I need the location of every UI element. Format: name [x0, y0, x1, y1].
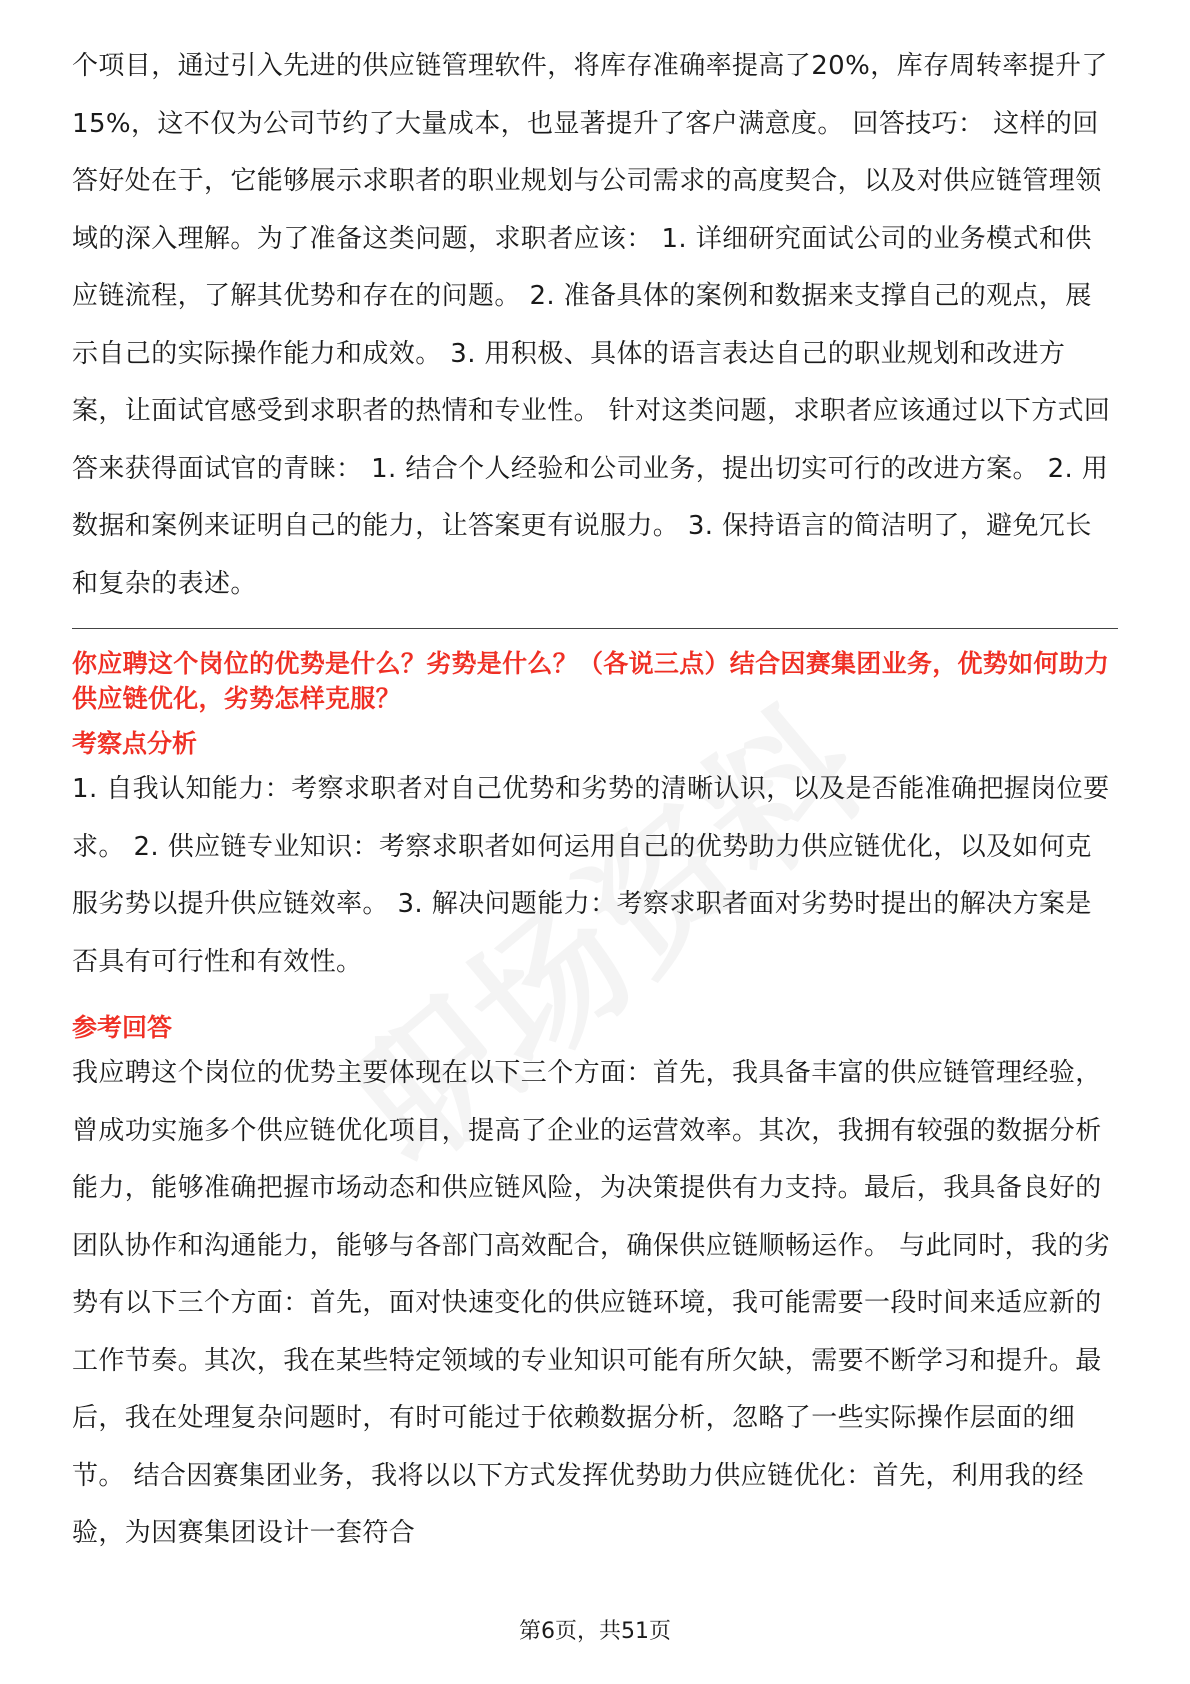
intro-paragraph: 个项目，通过引入先进的供应链管理软件，将库存准确率提高了20%，库存周转率提升了15%，这不仅为公司节约了大量成本，也显著提升了客户满意度。 回答技巧： 这样的回答好处在于，它能够展示求职者的职业规划与公司需求的高度契合，以及对供应链管理领域的深入理解。为了准备这类问题，求职者应该： 1. 详细研究面试公司的业务模式和供应链流程，了解其优势和存在的问题。 2. 准备具体的案例和数据来支撑自己的观点，展示自己的实际操作能力和成效。 3. 用积极、具体的语言表达自己的职业规划和改进方案，让面试官感受到求职者的热情和专业性。 针对这类问题，求职者应该通过以下方式回答来获得面试官的青睐： 1. 结合个人经验和公司业务，提出切实可行的改进方案。 2. 用数据和案例来证明自己的能力，让答案更有说服力。 3. 保持语言的简洁明了，避免冗长和复杂的表述。: [72, 51, 1111, 599]
analysis-heading: 考察点分析: [72, 729, 198, 758]
question-title: 你应聘这个岗位的优势是什么？劣势是什么？（各说三点）结合因赛集团业务，优势如何助力供应链优化，劣势怎样克服？: [72, 649, 1110, 713]
answer-heading: 参考回答: [72, 1013, 173, 1042]
analysis-text: 1. 自我认知能力：考察求职者对自己优势和劣势的清晰认识，以及是否能准确把握岗位要求。 2. 供应链专业知识：考察求职者如何运用自己的优势助力供应链优化，以及如何克服劣势以提升供应链效率。 3. 解决问题能力：考察求职者面对劣势时提出的解决方案是否具有可行性和有效性。: [72, 774, 1110, 977]
page-number-footer: 第6页，共51页: [519, 1619, 671, 1644]
answer-text: 我应聘这个岗位的优势主要体现在以下三个方面：首先，我具备丰富的供应链管理经验，曾成功实施多个供应链优化项目，提高了企业的运营效率。其次，我拥有较强的数据分析能力，能够准确把握市场动态和供应链风险，为决策提供有力支持。最后，我具备良好的团队协作和沟通能力，能够与各部门高效配合，确保供应链顺畅运作。 与此同时，我的劣势有以下三个方面：首先，面对快速变化的供应链环境，我可能需要一段时间来适应新的工作节奏。其次，我在某些特定领域的专业知识可能有所欠缺，需要不断学习和提升。最后，我在处理复杂问题时，有时可能过于依赖数据分析，忽略了一些实际操作层面的细节。 结合因赛集团业务，我将以以下方式发挥优势助力供应链优化：首先，利用我的经验，为因赛集团设计一套符合: [72, 1058, 1111, 1548]
document-page: [72, 38, 1118, 1563]
section-divider: [72, 628, 1118, 629]
